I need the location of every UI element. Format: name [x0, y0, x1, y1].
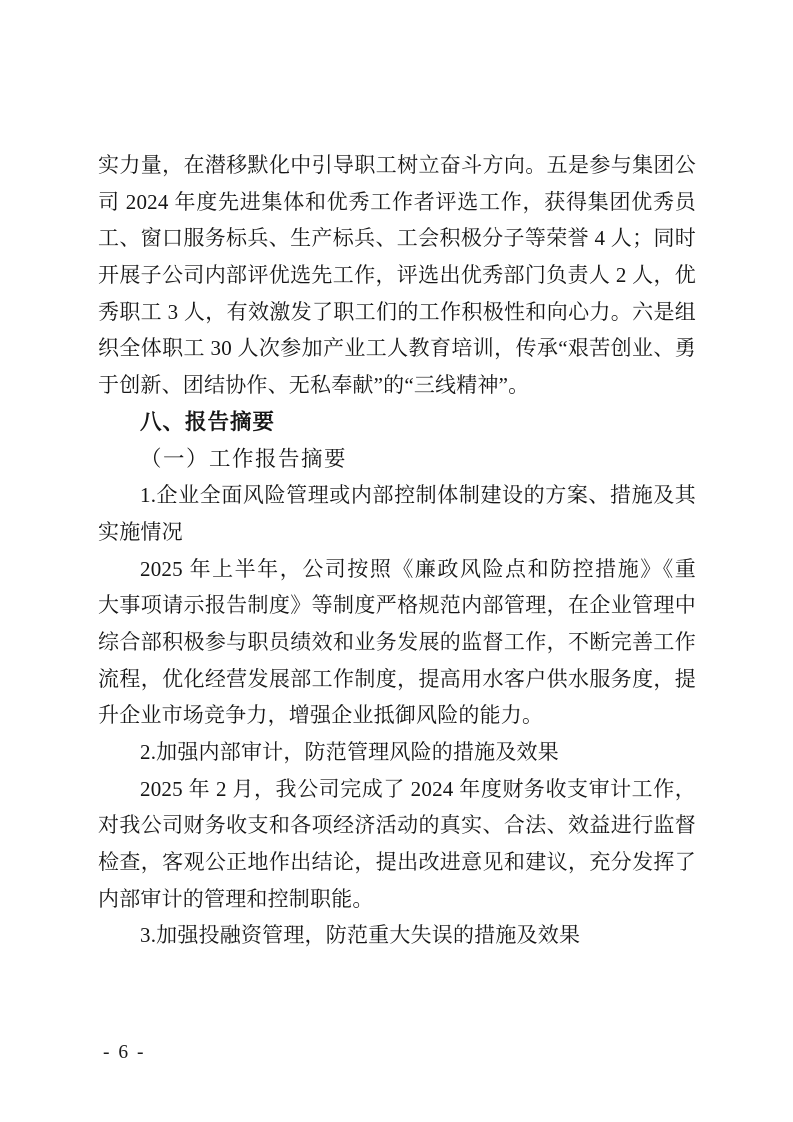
text-line: 2025 年 2 月，我公司完成了 2024 年度财务收支审计工作， — [140, 776, 696, 801]
text-line: 大事项请示报告制度》等制度严格规范内部管理，在企业管理中 — [98, 593, 696, 618]
text-line: 秀职工 3 人，有效激发了职工们的工作积极性和向心力。六是组 — [98, 299, 696, 324]
text-line: 对我公司财务收支和各项经济活动的真实、合法、效益进行监督 — [98, 813, 696, 838]
text-line: 升企业市场竞争力，增强企业抵御风险的能力。 — [98, 703, 544, 728]
text-line: 开展子公司内部评优选先工作，评选出优秀部门负责人 2 人，优 — [98, 263, 696, 288]
text-line: 内部审计的管理和控制职能。 — [98, 886, 374, 911]
text-line: 检查，客观公正地作出结论，提出改进意见和建议，充分发挥了 — [98, 850, 696, 875]
text-line: 2.加强内部审计，防范管理风险的措施及效果 — [140, 740, 559, 764]
text-line: 司 2024 年度先进集体和优秀工作者评选工作，获得集团优秀员 — [98, 189, 696, 214]
text-line: 工、窗口服务标兵、生产标兵、工会积极分子等荣誉 4 人；同时 — [98, 226, 696, 251]
text-line: 2025 年上半年，公司按照《廉政风险点和防控措施》《重 — [140, 556, 696, 581]
subsection-heading: （一）工作报告摘要 — [140, 446, 348, 471]
page-body — [98, 147, 696, 954]
text-line: 实力量，在潜移默化中引导职工树立奋斗方向。五是参与集团公 — [98, 153, 696, 177]
text-line: 流程，优化经营发展部工作制度，提高用水客户供水服务度，提 — [98, 666, 696, 691]
text-line: 织全体职工 30 人次参加产业工人教育培训，传承“艰苦创业、勇 — [98, 336, 696, 361]
text-line: 于创新、团结协作、无私奉献”的“三线精神”。 — [98, 373, 530, 398]
page-number: - 6 - — [103, 1042, 146, 1063]
text-line: 3.加强投融资管理，防范重大失误的措施及效果 — [140, 923, 581, 948]
section-heading: 八、报告摘要 — [140, 409, 276, 434]
text-line: 综合部积极参与职员绩效和业务发展的监督工作，不断完善工作 — [98, 629, 696, 654]
text-line: 1.企业全面风险管理或内部控制体制建设的方案、措施及其 — [140, 483, 696, 508]
text-line: 实施情况 — [98, 519, 183, 544]
